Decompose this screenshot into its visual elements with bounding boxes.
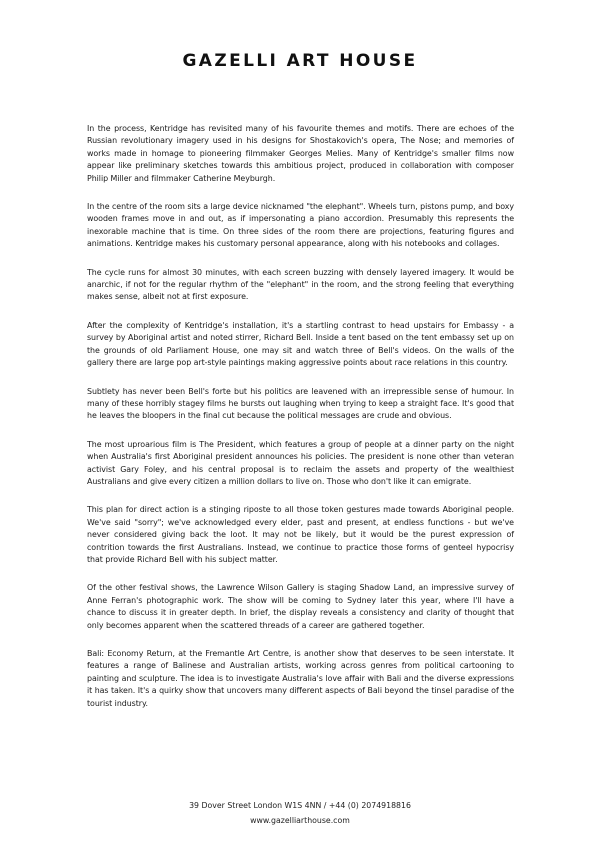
footer-address: 39 Dover Street London W1S 4NN / +44 (0) 2074918816: [189, 801, 411, 810]
paragraph-direct-action: This plan for direct action is a stinging riposte to all those token gestures made towards Aboriginal people. We've said "sorry"; we've acknowledged every elder, past and present, at endless functions - but we've never considered giving back the loot. It may not be likely, but it would be the purest expression of contrition towards the first Australians. Instead, we continue to practice those forms of genteel hypocrisy that provide Richard Bell with his subject matter.: [87, 505, 514, 564]
paragraph-bali-economy-return: Bali: Economy Return, at the Fremantle Art Centre, is another show that deserves to be seen interstate. It features a range of Balinese and Australian artists, working across genres from political cartooning to painting and sculpture. The idea is to investigate Australia's love affair with Bali and the diverse expressions it has taken. It's a quirky show that uncovers many different aspects of Bali beyond the tinsel paradise of the tourist industry.: [87, 649, 514, 708]
paragraph-elephant-device: In the centre of the room sits a large device nicknamed "the elephant". Wheels turn, pistons pump, and boxy wooden frames move in and out, as if impersonating a piano accordion. Presumably this represents the inexorable machine that is time. On three sides of the room there are projections, featuring figures and animations. Kentridge makes his customary personal appearance, along with his notebooks and collages.: [87, 202, 514, 249]
page-footer: [0, 798, 600, 828]
paragraph-embassy-bell: After the complexity of Kentridge's installation, it's a startling contrast to head upstairs for Embassy - a survey by Aboriginal artist and noted stirrer, Richard Bell. Inside a tent based on the tent embassy set up on the grounds of old Parliament House, one may sit and watch three of Bell's videos. On the walls of the gallery there are large pop art-style paintings making aggressive points about race relations in this country.: [87, 320, 514, 368]
footer-website: www.gazelliarthouse.com: [250, 816, 350, 825]
paragraph-bell-humour: Subtlety has never been Bell's forte but his politics are leavened with an irrepressible sense of humour. In many of these horribly stagey films he bursts out laughing when trying to keep a straight face. It's good that he leaves the bloopers in the final cut because the political messages are crude and obvious.: [87, 386, 514, 421]
paragraph-the-president: The most uproarious film is The President, which features a group of people at a dinner party on the night when Australia's first Aboriginal president announces his policies. The president is none other than veteran activist Gary Foley, and his central proposal is to reclaim the assets and property of the wealthiest Australians and give every citizen a million dollars to live on. Those who don't like it can emigrate.: [87, 439, 514, 486]
page-header-title: GAZELLI ART HOUSE: [182, 51, 418, 71]
paragraph-shadow-land: Of the other festival shows, the Lawrence Wilson Gallery is staging Shadow Land, an impressive survey of Anne Ferran's photographic work. The show will be coming to Sydney later this year, where I'll have a chance to discuss it in greater depth. In brief, the display reveals a consistency and clarity of thought that only becomes apparent when the scattered threads of a career are gathered together.: [87, 583, 514, 630]
article-body: [87, 123, 514, 726]
paragraph-kentridge-process: In the process, Kentridge has revisited many of his favourite themes and motifs. There are echoes of the Russian revolutionary imagery used in his designs for Shostakovich's opera, The Nose; and memories of works made in homage to pioneering filmmaker Georges Melies. Many of Kentridge's smaller films now appear like preliminary sketches towards this ambitious project, produced in collaboration with composer Philip Miller and filmmaker Catherine Meyburgh.: [87, 124, 514, 183]
paragraph-cycle-duration: The cycle runs for almost 30 minutes, with each screen buzzing with densely layered imagery. It would be anarchic, if not for the regular rhythm of the "elephant" in the room, and the strong feeling that everything makes sense, albeit not at first exposure.: [87, 267, 514, 302]
